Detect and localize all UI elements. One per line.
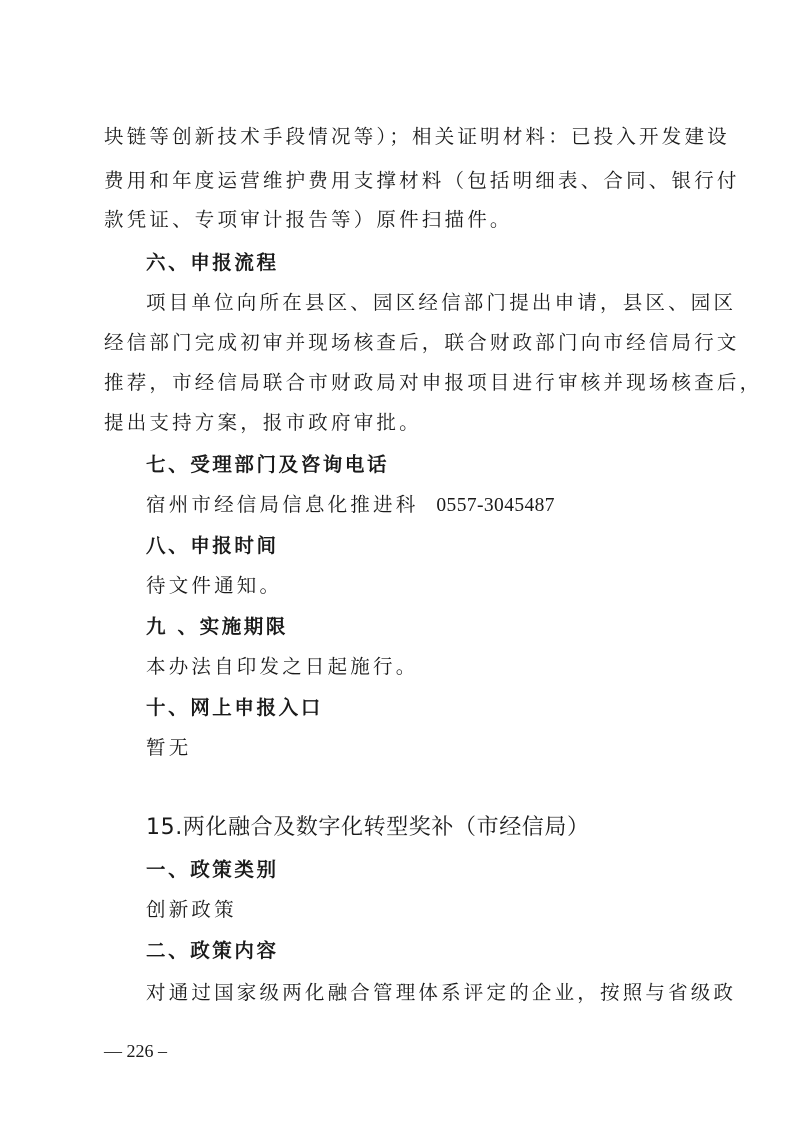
paragraph-line: 费用和年度运营维护费用支撑材料（包括明细表、合同、银行付	[104, 169, 740, 192]
section-heading-1: 一、政策类别	[146, 858, 279, 881]
section-heading-6: 六、申报流程	[146, 251, 279, 274]
paragraph-line: 经信部门完成初审并现场核查后，联合财政部门向市经信局行文	[104, 331, 740, 354]
paragraph-line: 创新政策	[146, 898, 237, 921]
section-heading-7: 七、受理部门及咨询电话	[146, 453, 390, 476]
contact-line	[146, 492, 746, 519]
section-heading-2: 二、政策内容	[146, 939, 279, 962]
section-heading-8: 八、申报时间	[146, 534, 279, 557]
paragraph-line: 对通过国家级两化融合管理体系评定的企业，按照与省级政	[146, 981, 737, 1004]
department-name: 宿州市经信局信息化推进科	[146, 493, 419, 516]
section-heading-9: 九 、实施期限	[146, 615, 288, 638]
paragraph-line: 暂无	[146, 736, 192, 759]
paragraph-line: 待文件通知。	[146, 574, 283, 597]
paragraph-line: 项目单位向所在县区、园区经信部门提出申请，县区、园区	[146, 291, 737, 314]
section-heading-10: 十、网上申报入口	[146, 696, 323, 719]
phone-number: 0557-3045487	[436, 495, 555, 516]
item-title: 15.两化融合及数字化转型奖补（市经信局）	[146, 815, 590, 840]
paragraph-line: 本办法自印发之日起施行。	[146, 655, 419, 678]
paragraph-line: 提出支持方案，报市政府审批。	[104, 411, 422, 434]
paragraph-line: 推荐，市经信局联合市财政局对申报项目进行审核并现场核查后，	[104, 371, 763, 394]
page-number: — 226 –	[104, 1041, 167, 1061]
paragraph-line: 块链等创新技术手段情况等）；相关证明材料：已投入开发建设	[104, 125, 730, 148]
paragraph-line: 款凭证、专项审计报告等）原件扫描件。	[104, 208, 513, 231]
